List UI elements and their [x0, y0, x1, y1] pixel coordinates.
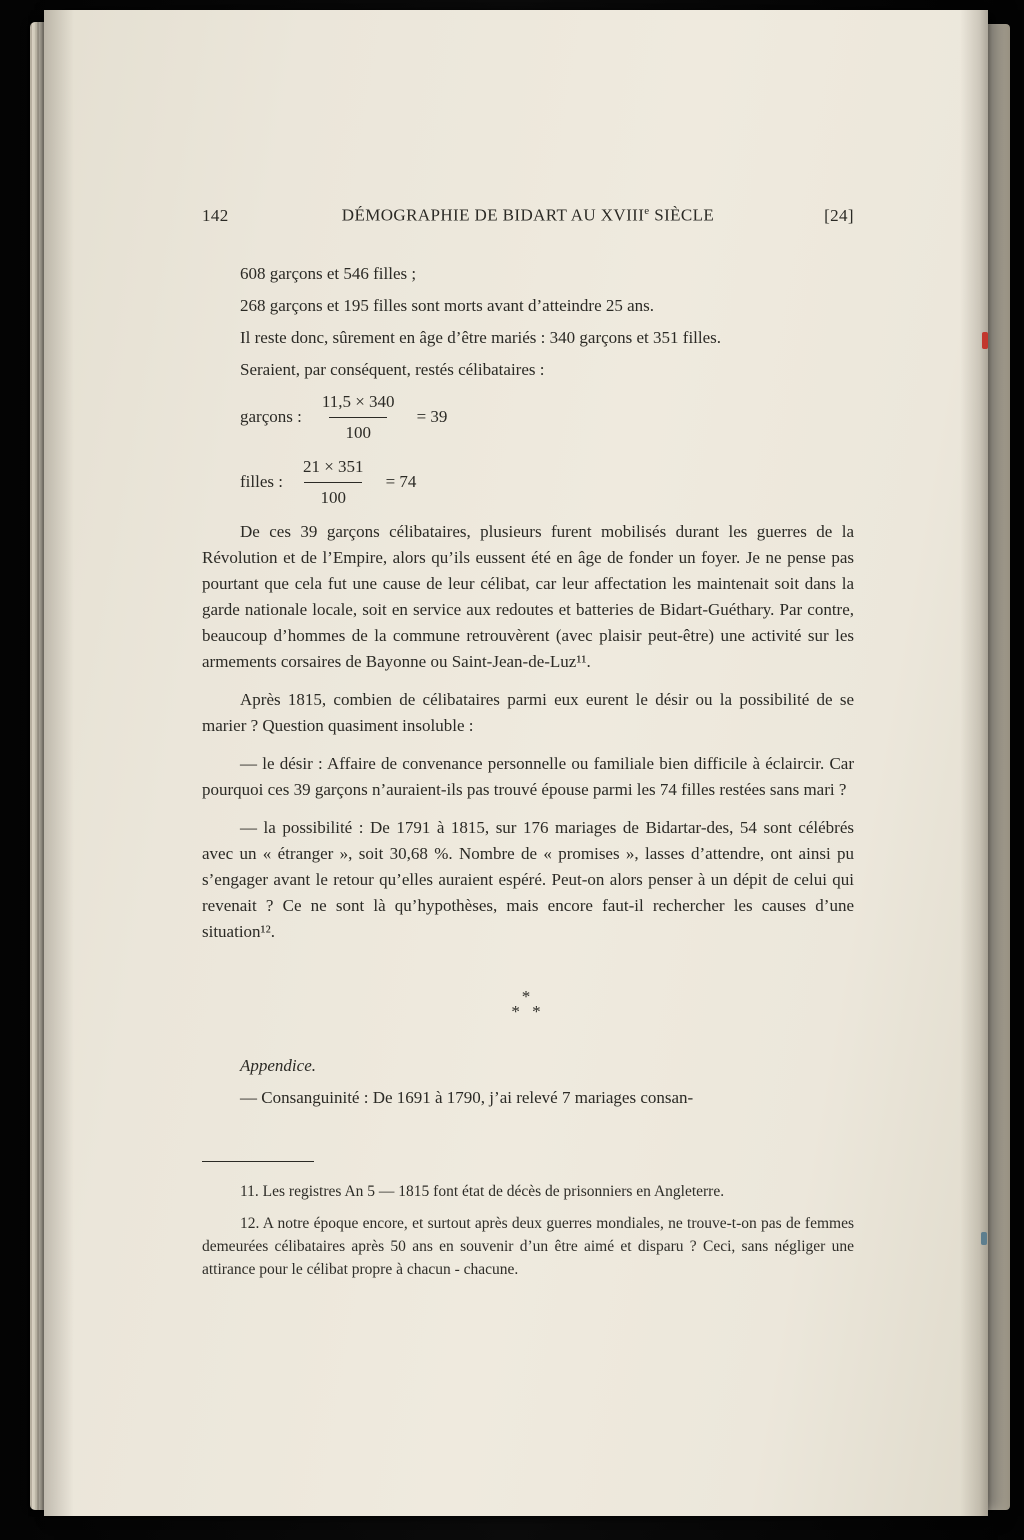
formula-filles-denominator: 100	[304, 482, 362, 511]
section-break-stars	[202, 986, 854, 1021]
formula-filles	[240, 454, 854, 511]
formula-filles-numerator: 21 × 351	[302, 456, 364, 476]
paragraph-celibataires-intro: Seraient, par conséquent, restés célibataires :	[240, 359, 545, 379]
margin-reference: [24]	[824, 205, 854, 225]
formula-garcons-numerator: 11,5 × 340	[321, 391, 395, 411]
footnote-separator-rule	[202, 1161, 314, 1162]
formula-garcons-fraction	[312, 389, 405, 446]
footnote-12: 12. A notre époque encore, et surtout après deux guerres mondiales, ne trouve-t-on pas de femmes demeurées célibataires après 50 ans en souvenir d’un être aimé et disparu ? Ceci, sans négliger une attirance pour le célibat propre à chacun - chacune.	[202, 1214, 854, 1278]
formula-filles-label: filles :	[240, 472, 283, 492]
formula-garcons-result: = 39	[416, 407, 448, 427]
formula-filles-fraction	[293, 454, 374, 511]
running-title-superscript: e	[644, 205, 650, 217]
formula-filles-result: = 74	[385, 472, 417, 492]
page-content	[202, 198, 854, 1290]
running-title-main: DÉMOGRAPHIE DE BIDART AU XVIII	[341, 205, 645, 225]
stars-bottom: * *	[511, 1001, 545, 1021]
page-number: 142	[202, 205, 229, 225]
footnote-11: 11. Les registres An 5 — 1815 font état de décès de prisonniers en Angleterre.	[240, 1182, 725, 1200]
running-header	[202, 198, 854, 229]
formula-garcons	[240, 389, 854, 446]
paragraph-counts-1: 608 garçons et 546 filles ;	[240, 263, 417, 283]
running-title	[292, 198, 764, 229]
formula-garcons-denominator: 100	[329, 417, 387, 446]
paragraph-consanguinite: — Consanguinité : De 1691 à 1790, j’ai relevé 7 mariages consan-	[240, 1087, 694, 1107]
paragraph-remaining: Il reste donc, sûrement en âge d’être mariés : 340 garçons et 351 filles.	[240, 327, 722, 347]
paragraph-la-possibilite: — la possibilité : De 1791 à 1815, sur 176 mariages de Bidartar-des, 54 sont célébrés avec un « étranger », soit 30,68 %. Nombre de « promises », lasses d’attendre, ont ainsi pu s’engager avant le retour qu’elles auraient espéré. Peut-on alors penser à un dépit de celui qui revenait ? Ce ne sont là qu’hypothèses, mais encore faut-il rechercher les causes d’une situation¹².	[202, 817, 854, 941]
running-title-tail: SIÈCLE	[649, 205, 715, 225]
formula-garcons-label: garçons :	[240, 407, 302, 427]
paragraph-le-desir: — le désir : Affaire de convenance personnelle ou familiale bien difficile à éclaircir. Car pourquoi ces 39 garçons n’auraient-ils pas trouvé épouse parmi les 74 filles restées sans mari ?	[202, 753, 854, 799]
paragraph-counts-2: 268 garçons et 195 filles sont morts avant d’atteindre 25 ans.	[240, 295, 655, 315]
appendix-heading: Appendice.	[240, 1055, 316, 1075]
paragraph-mobilises: De ces 39 garçons célibataires, plusieurs furent mobilisés durant les guerres de la Révolution et de l’Empire, alors qu’ils eussent été en âge de fonder un foyer. Je ne pense pas pourtant que cela fut une cause de leur célibat, car leur affectation les maintenait soit dans la garde nationale locale, soit en service aux redoutes et batteries de Bidart-Guéthary. Par contre, beaucoup d’hommes de la commune retrouvèrent (avec plaisir peut-être) une activité sur les armements corsaires de Bayonne ou Saint-Jean-de-Luz¹¹.	[202, 521, 854, 671]
blue-edge-mark	[981, 1232, 987, 1245]
star-top: *	[521, 986, 535, 1006]
paragraph-apres-1815: Après 1815, combien de célibataires parmi eux eurent le désir ou la possibilité de se marier ? Question quasiment insoluble :	[202, 689, 854, 735]
book-page	[44, 10, 988, 1516]
red-edge-mark	[982, 332, 988, 349]
